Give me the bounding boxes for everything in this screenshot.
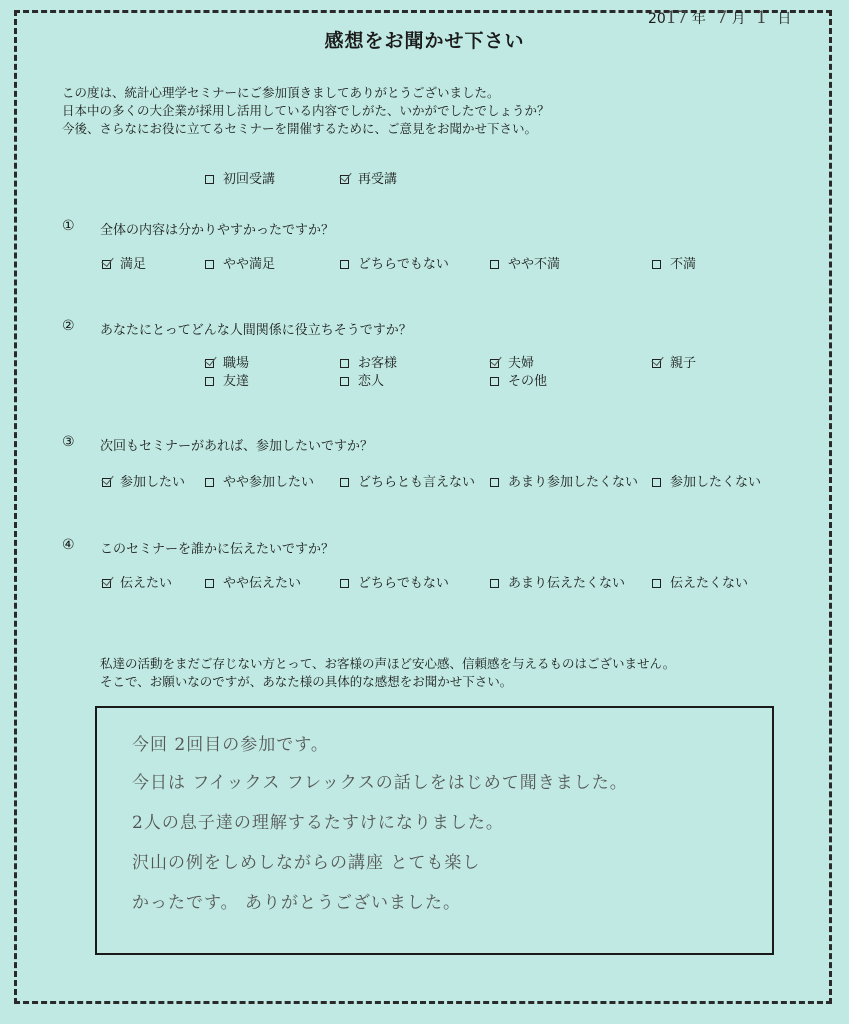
q2-option[interactable]: 恋人 — [340, 370, 384, 389]
q2-option[interactable]: 親子 — [652, 352, 696, 371]
q4-option[interactable]: 伝えたくない — [652, 572, 748, 591]
date-day-unit: 日 — [777, 11, 792, 27]
q3-option[interactable]: あまり参加したくない — [490, 471, 638, 490]
checkbox[interactable] — [205, 478, 214, 487]
checkbox[interactable] — [340, 260, 349, 269]
checkbox-checked[interactable] — [102, 260, 111, 269]
checkbox[interactable] — [205, 579, 214, 588]
date-field — [648, 8, 791, 28]
intro-line: 今後、さらなにお役に立てるセミナーを開催するために、ご意見をお聞かせ下さい。 — [62, 121, 538, 136]
q3-option[interactable]: どちらとも言えない — [340, 471, 475, 490]
intro-line: 日本中の多くの大企業が採用し活用している内容でしがた、いかがでしたでしょうか？ — [62, 103, 550, 118]
q1-option[interactable]: やや満足 — [205, 253, 275, 272]
q3-option[interactable]: 参加したい — [102, 471, 185, 490]
handwritten-answer-line: 今日は フイックス フレックスの話しをはじめて聞きました。 — [132, 773, 628, 793]
date-year-unit: 年 — [691, 11, 706, 27]
handwritten-answer-line: 沢山の例をしめしながらの講座 とても楽し — [132, 853, 481, 873]
option-repeat[interactable]: 再受講 — [340, 168, 397, 187]
checkbox[interactable] — [490, 478, 499, 487]
q1-option[interactable]: 満足 — [102, 253, 146, 272]
checkbox[interactable] — [652, 579, 661, 588]
checkbox-checked[interactable] — [102, 579, 111, 588]
checkbox[interactable] — [340, 359, 349, 368]
checkbox[interactable] — [340, 579, 349, 588]
question-4-text: このセミナーを誰かに伝えたいですか？ — [100, 542, 335, 557]
checkbox[interactable] — [340, 377, 349, 386]
q2-option[interactable]: 職場 — [205, 352, 249, 371]
q4-option[interactable]: やや伝えたい — [205, 572, 301, 591]
q2-option[interactable]: 友達 — [205, 370, 249, 389]
checkbox-checked[interactable] — [205, 359, 214, 368]
q4-option[interactable]: あまり伝えたくない — [490, 572, 625, 591]
checkbox-checked[interactable] — [652, 359, 661, 368]
question-3-text: 次回もセミナーがあれば、参加したいですか？ — [100, 439, 374, 454]
date-year-handwritten: 17 — [665, 8, 688, 28]
closing-line: 私達の活動をまだご存じない方とって、お客様の声ほど安心感、信頼感を与えるものはございません。 — [100, 656, 676, 671]
q1-option[interactable]: やや不満 — [490, 253, 560, 272]
checkbox-checked[interactable] — [340, 175, 349, 184]
question-3-number: ③ — [62, 434, 75, 450]
date-day-handwritten: 1 — [756, 8, 767, 28]
question-2-number: ② — [62, 318, 75, 334]
date-month-handwritten: 7 — [716, 8, 728, 28]
checkbox[interactable] — [205, 260, 214, 269]
intro-text — [62, 84, 550, 138]
option-first-time[interactable]: 初回受講 — [205, 168, 275, 187]
q2-option[interactable]: お客様 — [340, 352, 397, 371]
q2-option[interactable]: その他 — [490, 370, 547, 389]
question-1-number: ① — [62, 218, 75, 234]
question-2-text: あなたにとってどんな人間関係に役立ちそうですか？ — [100, 323, 412, 338]
question-4-number: ④ — [62, 537, 75, 553]
checkbox[interactable] — [490, 579, 499, 588]
question-1-text: 全体の内容は分かりやすかったですか？ — [100, 223, 335, 238]
handwritten-answer-line: 2人の息子達の理解するたすけになりました。 — [132, 813, 504, 833]
checkbox[interactable] — [205, 377, 214, 386]
date-month-unit: 月 — [731, 11, 746, 27]
date-era: 20 — [648, 11, 666, 27]
q4-option[interactable]: 伝えたい — [102, 572, 172, 591]
free-comment-box[interactable] — [95, 706, 774, 955]
checkbox[interactable] — [652, 478, 661, 487]
closing-line: そこで、お願いなのですが、あなた様の具体的な感想をお聞かせ下さい。 — [100, 674, 513, 689]
q2-option[interactable]: 夫婦 — [490, 352, 534, 371]
q3-option[interactable]: 参加したくない — [652, 471, 761, 490]
q1-option[interactable]: どちらでもない — [340, 253, 449, 272]
checkbox[interactable] — [205, 175, 214, 184]
handwritten-answer-line: 今回 2回目の参加です。 — [132, 735, 329, 755]
checkbox[interactable] — [652, 260, 661, 269]
checkbox-checked[interactable] — [102, 478, 111, 487]
q1-option[interactable]: 不満 — [652, 253, 696, 272]
page-title: 感想をお聞かせ下さい — [324, 30, 525, 52]
q4-option[interactable]: どちらでもない — [340, 572, 449, 591]
checkbox[interactable] — [340, 478, 349, 487]
checkbox[interactable] — [490, 260, 499, 269]
q3-option[interactable]: やや参加したい — [205, 471, 314, 490]
checkbox-checked[interactable] — [490, 359, 499, 368]
checkbox[interactable] — [490, 377, 499, 386]
handwritten-answer-line: かったです。 ありがとうございました。 — [132, 893, 462, 913]
closing-text — [100, 655, 675, 691]
intro-line: この度は、統計心理学セミナーにご参加頂きましてありがとうございました。 — [62, 85, 500, 100]
